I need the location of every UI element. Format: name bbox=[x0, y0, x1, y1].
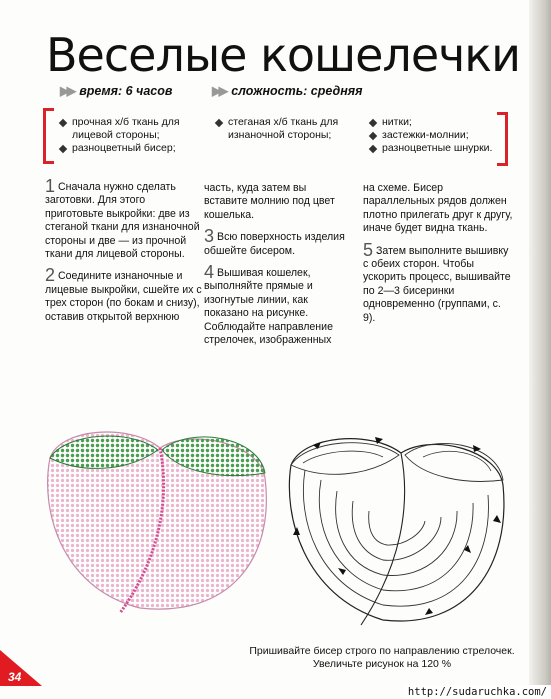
step-4-continued: на схеме. Бисер параллельных рядов должен плотно прилегать друг к другу, иначе будет видна ткань. bbox=[363, 182, 513, 235]
direction-arrows bbox=[293, 437, 501, 615]
page-number: 34 bbox=[8, 670, 22, 684]
materials-bracket-left bbox=[43, 108, 54, 164]
beaded-purse-illustration bbox=[40, 418, 280, 618]
arrow-icon: ▶▶ bbox=[60, 84, 74, 98]
step-1: 1 Сначала нужно сделать заготовки. Для этого приготовьте выкройки: две из стеганой ткани для изнаночной стороны и две — из прочной ткани для лицевой стороны. bbox=[45, 176, 200, 261]
difficulty-info bbox=[212, 83, 362, 98]
stitch-direction-diagram bbox=[283, 425, 513, 630]
material-item: разноцветный бисер; bbox=[60, 142, 200, 155]
material-item: прочная х/б ткань для лицевой стороны; bbox=[60, 116, 200, 142]
text-column-2 bbox=[204, 182, 352, 355]
material-item: застежки-молнии; bbox=[370, 129, 500, 142]
difficulty-label: сложность: средняя bbox=[231, 84, 363, 98]
text-column-3 bbox=[363, 182, 513, 333]
caption-line-2: Увеличьте рисунок на 120 % bbox=[312, 658, 452, 670]
step-5: 5 Затем выполните вышивку с обеих сторон. Чтобы ускорить процесс, вышивайте по 2—3 бисеринки одновременно (группами, с. 9). bbox=[363, 239, 511, 324]
step-4: 4 Вышивая кошелек, выполняйте прямые и изогнутые линии, как показано на рисунке. Соблюдайте направление стрелочек, изображенных bbox=[204, 262, 333, 347]
material-item: стеганая х/б ткань для изнаночной стороны; bbox=[216, 116, 346, 142]
step-3: 3 Всю поверхность изделия обшейте бисером. bbox=[204, 226, 345, 257]
page-title: Веселые кошелечки bbox=[46, 28, 520, 82]
text-column-1 bbox=[45, 176, 203, 332]
step-2: 2 Соедините изнаночные и лицевые выкройки, сшейте их с трех сторон (по бокам и снизу), оставив открытой верхнюю bbox=[45, 265, 202, 323]
materials-column-1 bbox=[60, 116, 200, 155]
page-spine-shadow bbox=[529, 0, 551, 699]
caption-line-1: Пришивайте бисер строго по направлению стрелочек. bbox=[249, 645, 515, 657]
materials-column-3 bbox=[370, 116, 500, 155]
material-item: нитки; bbox=[370, 116, 500, 129]
materials-column-2 bbox=[216, 116, 346, 142]
time-info bbox=[60, 83, 172, 98]
step-2-continued: часть, куда затем вы вставите молнию под цвет кошелька. bbox=[204, 182, 335, 221]
material-item: разноцветные шнурки. bbox=[370, 142, 500, 155]
time-label: время: 6 часов bbox=[79, 84, 173, 98]
watermark-url: http://sudaruchka.com/ bbox=[404, 685, 551, 699]
arrow-icon: ▶▶ bbox=[212, 84, 226, 98]
figure-caption bbox=[232, 645, 532, 671]
